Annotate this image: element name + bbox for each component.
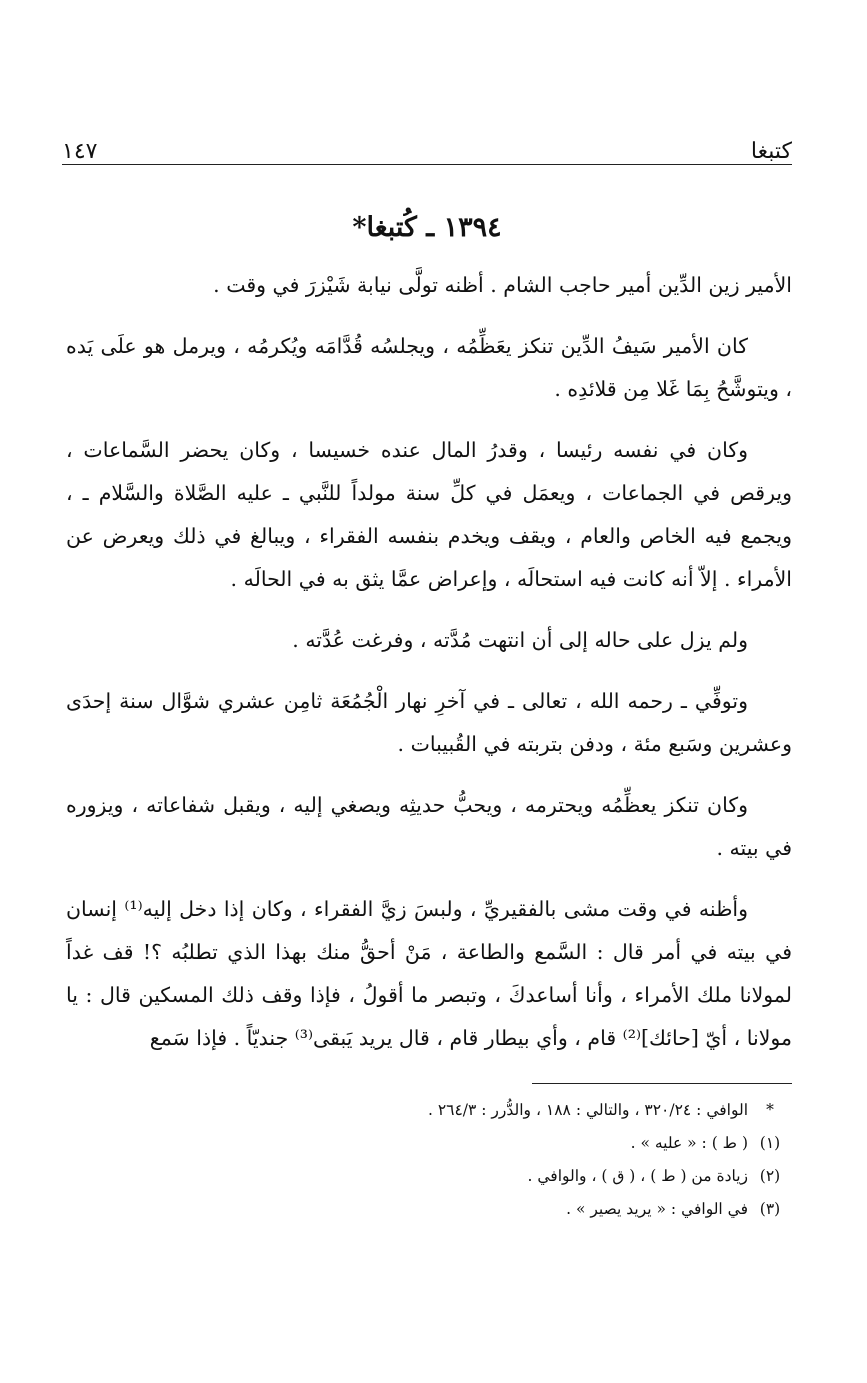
footnote-text: ( ط ) : « عليه » . <box>630 1134 748 1152</box>
paragraph: الأمير زين الدِّين أمير حاجب الشام . أظنه تولَّى نيابة شَيْزرَ في وقت . <box>213 273 792 297</box>
paragraph: وكان في نفسه رئيسا ، وقدرُ المال عنده خسيسا ، وكان يحضر السَّماعات ، ويرقص في الجماعات ، ويعمَل في كلِّ سنة مولداً للنَّبي ـ عليه الصَّلاة والسَّلام ـ ، ويجمع فيه الخاص والعام ، ويقف ويخدم بنفسه الفقراء ، ويبالغ في ذلك ويعرض عن الأمراء . إلاّ أنه كانت فيه استحالَه ، وإعراض عمَّا يثق به في الحالَه . <box>66 438 792 591</box>
page-number: ١٤٧ <box>62 139 98 164</box>
footnote-rule <box>532 1083 792 1084</box>
footnote <box>66 1094 792 1127</box>
footnote-mark: (٢) <box>759 1167 781 1185</box>
body-text <box>66 264 792 1078</box>
footnote-text: الوافي : ٣٢٠/٢٤ ، والتالي : ١٨٨ ، والدُّرر : ٢٦٤/٣ . <box>427 1101 748 1119</box>
paragraph: وتوفِّي ـ رحمه الله ، تعالى ـ في آخرِ نهار الْجُمُعَة ثامِن عشري شوَّال سنة إحدَى وعشرين وسَبع مئة ، ودفن بتربته في القُبيبات . <box>66 689 792 756</box>
footnote <box>66 1160 792 1193</box>
paragraph: وكان تنكز يعظِّمُه ويحترمه ، ويحبُّ حديثِه ويصغي إليه ، ويقبل شفاعاته ، ويزوره في بيته . <box>66 793 792 860</box>
paragraph: ولم يزل على حاله إلى أن انتهت مُدَّته ، وفرغت عُدَّته . <box>292 628 748 652</box>
paragraph: كان الأمير سَيفُ الدِّين تنكز يعَظِّمُه ، ويجلسُه قُدَّامَه ويُكرمُه ، ويرمل هو علَى يَده ، ويتوشَّحُ بِمَا غَلا مِن قلائدِه . <box>66 334 792 401</box>
footnote-text: زيادة من ( ط ) ، ( ق ) ، والوافي . <box>527 1167 748 1185</box>
footnote-mark: (٣) <box>759 1200 781 1218</box>
running-header <box>62 128 792 164</box>
footnote-mark: (١) <box>759 1134 781 1152</box>
header-rule <box>62 164 792 165</box>
footnote-mark: * <box>766 1101 774 1119</box>
paragraph: وأظنه في وقت مشى بالفقيريِّ ، ولبسَ زيَّ الفقراء ، وكان إذا دخل إليه⁽¹⁾ إنسان في بيته في أمر قال : السَّمع والطاعة ، مَنْ أحقُّ منك بهذا الذي تطلبُه ؟! قف غداً لمولانا ملك الأمراء ، وأنا أساعدكَ ، وتبصر ما أقولُ ، فإذا وقف ذلك المسكين قال : يا مولانا ، أيّ [حائك]⁽²⁾ قام ، وأي بيطار قام ، قال يريد يَبقى⁽³⁾ جنديّاً . فإذا سَمع <box>66 897 792 1050</box>
footnotes <box>66 1094 792 1226</box>
running-title: كتبغا <box>750 139 792 164</box>
entry-title: ١٣٩٤ ـ كُتبغا* <box>352 212 502 243</box>
footnote-text: في الوافي : « يريد يصير » . <box>566 1200 748 1218</box>
footnote <box>66 1193 792 1226</box>
footnote <box>66 1127 792 1160</box>
